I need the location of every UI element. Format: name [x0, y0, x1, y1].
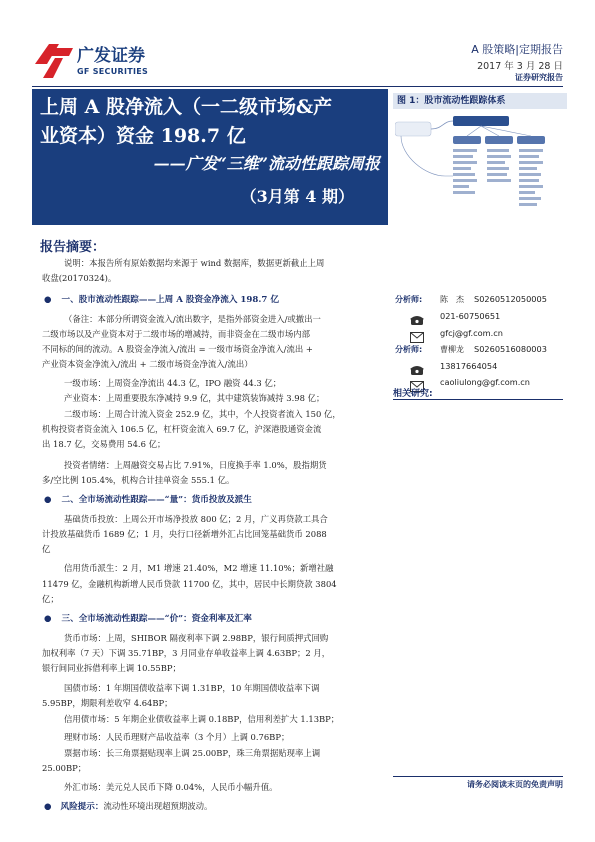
- analyst-email[interactable]: gfcj@gf.com.cn: [440, 328, 503, 338]
- report-category: A 股策略|定期报告: [471, 43, 563, 56]
- analyst-phone: 021-60750651: [440, 311, 501, 321]
- bullet-icon: ●: [44, 802, 61, 812]
- title-block: [32, 89, 388, 225]
- s1-line: 二级市场：上周合计流入资金 252.9 亿，其中，个人投资者流入 150 亿，: [64, 409, 341, 419]
- analyst-name: 曹柳龙: [440, 345, 464, 354]
- bullet-icon: ●: [44, 495, 52, 505]
- report-department: 证券研究报告: [515, 73, 563, 82]
- analyst-name: 陈 杰: [440, 295, 464, 304]
- report-issue: （3月第 4 期）: [240, 187, 354, 206]
- s1-line: （备注：本部分所谓资金流入/流出数字，是指外部资金进入/或撤出一: [64, 314, 321, 324]
- s3-line: 理财市场：人民币理财产品收益率（3 个月）上调 0.76BP；: [64, 732, 290, 742]
- brand-cn: 广发证券: [77, 46, 145, 66]
- figure-title: 图 1：股市流动性跟踪体系: [393, 93, 567, 109]
- analyst-label: 分析师:: [395, 295, 423, 304]
- note-line-2: 收盘(20170324)。: [42, 273, 117, 283]
- risk-text: 流动性环境出现超预期波动。: [103, 801, 213, 811]
- s3-line: 票据市场：长三角票据贴现率上调 25.00BP，珠三角票据贴现率上调: [64, 748, 321, 758]
- analyst-phone: 13817664054: [440, 361, 498, 371]
- section-1-title: 一、股市流动性跟踪——上周 A 股资金净流入 198.7 亿: [61, 295, 279, 305]
- email-icon: [410, 328, 424, 339]
- s3-line: 加权利率（7 天）下调 35.71BP，3 月同业存单收益率上调 4.63BP；2 月，: [42, 648, 331, 658]
- s2-line: 计投放基础货币 1689 亿；1 月，央行口径新增外汇占比回笼基础货币 2088: [42, 529, 327, 539]
- s1-line: 二级市场以及产业资本对于二级市场的增减持，而非资金在二级市场内部: [42, 329, 310, 339]
- section-3-title: 三、全市场流动性跟踪——“价”：资金利率及汇率: [61, 614, 252, 624]
- s1-line: 多/空比例 105.4%，机构合计挂单资金 555.1 亿。: [42, 475, 235, 485]
- footer-divider: [393, 776, 563, 777]
- section-2-title: 二、全市场流动性跟踪——“量”：货币投放及派生: [61, 495, 252, 505]
- report-title: [40, 93, 385, 151]
- s1-line: 投资者情绪：上周融资交易占比 7.91%，日度换手率 1.0%，股指期货: [64, 460, 327, 470]
- s3-line: 信用债市场：5 年期企业债收益率上调 0.18BP，信用利差扩大 1.13BP；: [64, 714, 340, 724]
- header-divider: [32, 86, 563, 87]
- section-2-heading: [44, 493, 252, 505]
- related-divider: [393, 399, 563, 400]
- phone-icon: [410, 311, 424, 322]
- s1-line: 机构投资者资金流入 106.5 亿，杠杆资金流入 69.7 亿，沪深港股通资金流: [42, 424, 322, 434]
- section-1-heading: [44, 293, 279, 305]
- s3-line: 5.95BP，期限利差收窄 4.64BP；: [42, 698, 173, 708]
- bullet-icon: ●: [44, 295, 52, 305]
- related-research-heading: 相关研究:: [393, 389, 433, 399]
- section-3-heading: [44, 612, 252, 624]
- s3-line: 银行间同业拆借利率上调 10.55BP；: [42, 663, 181, 673]
- phone-icon: [410, 361, 424, 372]
- s2-line: 信用货币派生：2 月，M1 增速 21.40%，M2 增速 11.10%；新增社融: [64, 563, 334, 573]
- report-date: 2017 年 3 月 28 日: [477, 61, 563, 72]
- s2-line: 亿；: [42, 594, 59, 604]
- note-line-1: 说明：本报告所有原始数据均来源于 wind 数据库，数据更新截止上周: [64, 258, 325, 268]
- s1-line: 产业资本资金净流入/流出 + 二级市场资金净流入/流出）: [42, 359, 253, 369]
- s1-line: 不同标的间的流动。A 股资金净流入/流出 = 一级市场资金净流入/流出 +: [42, 344, 313, 354]
- report-subtitle: ——广发“三维”流动性跟踪周报: [153, 154, 380, 173]
- s1-line: 出 18.7 亿，交易费用 54.6 亿；: [42, 439, 166, 449]
- liquidity-tracking-diagram: [395, 116, 563, 211]
- gf-securities-logo: [33, 38, 168, 84]
- brand-en: GF SECURITIES: [77, 67, 149, 76]
- analyst-cert: S0260516080003: [474, 344, 547, 354]
- s3-line: 国债市场：1 年期国债收益率下调 1.31BP，10 年期国债收益率下调: [64, 683, 320, 693]
- title-line-2: 业资本）资金 198.7 亿: [40, 125, 246, 147]
- s2-line: 基础货币投放：上周公开市场净投放 800 亿；2 月，广义再贷款工具合: [64, 514, 328, 524]
- abstract-heading: 报告摘要：: [40, 240, 106, 255]
- risk-warning: [44, 799, 212, 815]
- risk-heading: 风险提示：: [60, 802, 104, 812]
- s1-line: 产业资本：上周重要股东净减持 9.9 亿，其中建筑装饰减持 3.98 亿；: [64, 393, 325, 403]
- s2-line: 11479 亿，金融机构新增人民币贷款 11700 亿，其中，居民中长期贷款 3804: [42, 579, 337, 589]
- s3-line: 货币市场：上周，SHIBOR 隔夜利率下调 2.98BP，银行间质押式回购: [64, 633, 329, 643]
- analyst-cert: S0260512050005: [474, 294, 547, 304]
- s3-line: 25.00BP；: [42, 763, 87, 773]
- analyst-email[interactable]: caoliulong@gf.com.cn: [440, 377, 530, 387]
- disclaimer-notice[interactable]: 请务必阅读末页的免责声明: [467, 780, 563, 789]
- s3-line: 外汇市场：美元兑人民币下降 0.04%，人民币小幅升值。: [64, 782, 278, 792]
- s2-line: 亿: [42, 544, 51, 554]
- analyst-label: 分析师:: [395, 345, 423, 354]
- s1-line: 一级市场：上周资金净流出 44.3 亿，IPO 融资 44.3 亿；: [64, 378, 282, 388]
- bullet-icon: ●: [44, 614, 52, 624]
- title-line-1: 上周 A 股净流入（一二级市场&产: [40, 96, 333, 118]
